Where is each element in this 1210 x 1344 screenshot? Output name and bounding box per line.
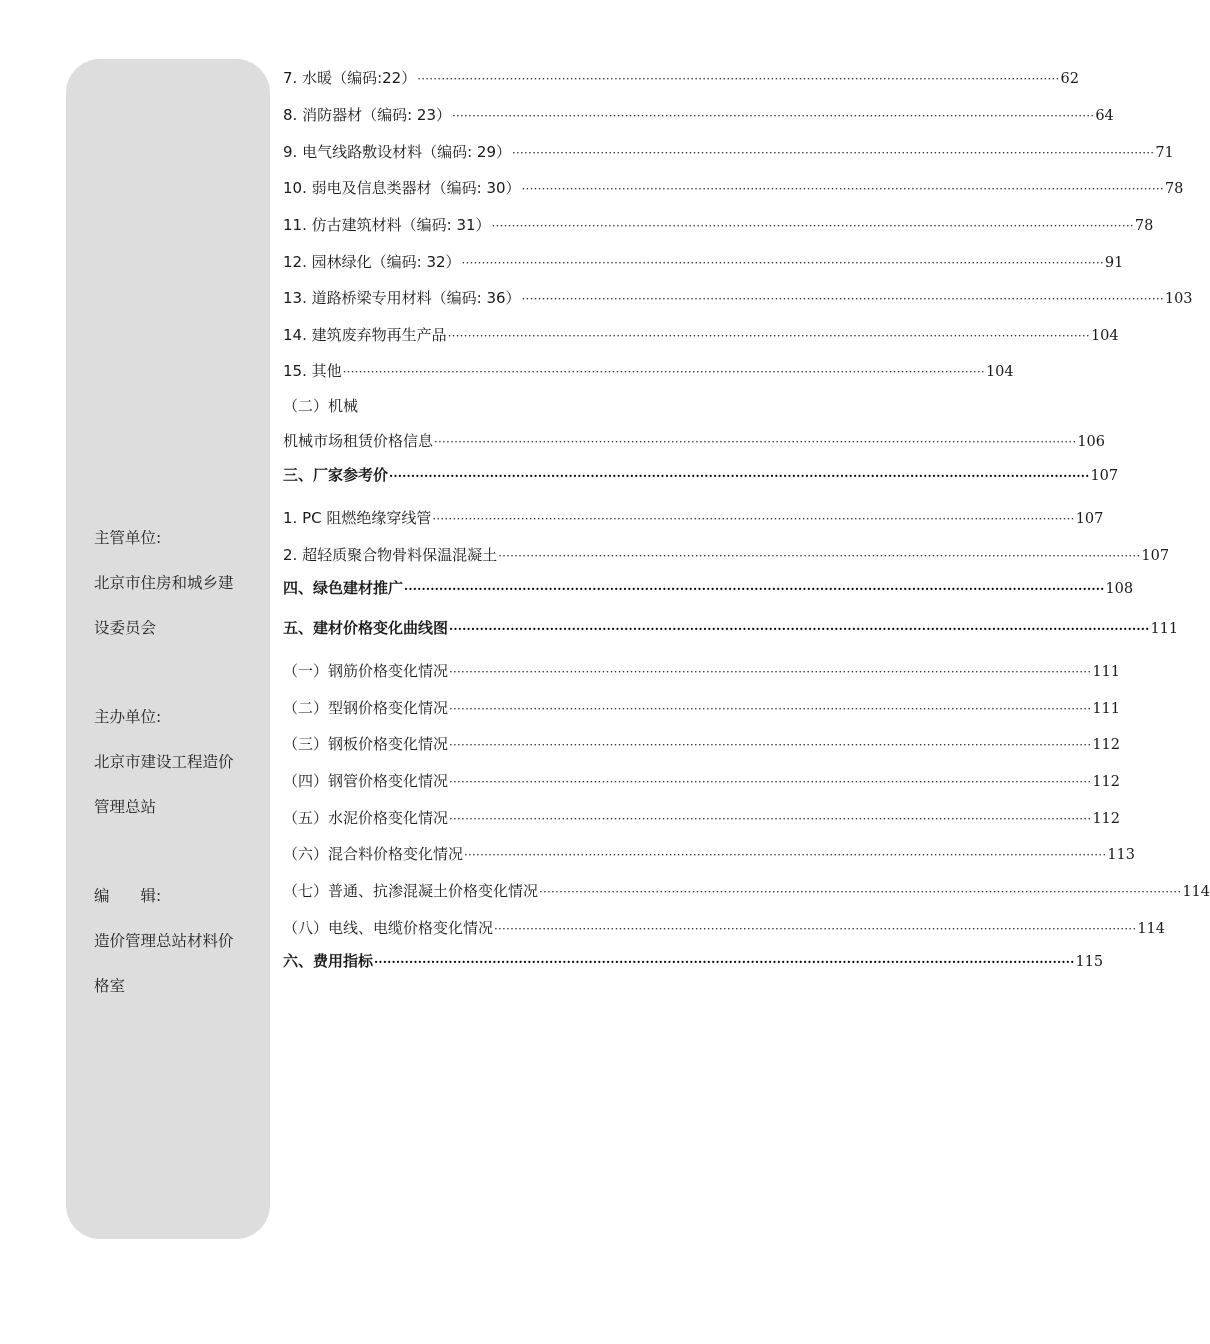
toc-page-number: 115 <box>1075 954 1104 970</box>
toc-entry-title: 7. 水暖（编码:22） <box>283 69 417 87</box>
toc-page-number: 107 <box>1141 548 1170 564</box>
toc-leader-dots: ································································································································································ <box>447 329 1090 343</box>
toc-leader-dots: ································································································································································ <box>452 109 1095 123</box>
toc-entry-section-6[interactable] <box>283 950 1104 972</box>
toc-page-number: 107 <box>1090 468 1119 484</box>
toc-entry-title: （一）钢筋价格变化情况 <box>283 662 449 680</box>
toc-leader-dots: ································································································································································ <box>374 955 1075 969</box>
toc-entry-title: 14. 建筑废弃物再生产品 <box>283 326 447 344</box>
toc-page-number: 114 <box>1137 921 1166 937</box>
toc-entry-machinery-rental[interactable] <box>283 430 1106 452</box>
toc-entry-title: 9. 电气线路敷设材料（编码: 29） <box>283 143 511 161</box>
toc-leader-dots: ································································································································································ <box>498 549 1141 563</box>
toc-entry-8[interactable] <box>283 104 1114 126</box>
toc-entry-15[interactable] <box>283 360 1014 382</box>
toc-leader-dots: ································································································································································ <box>449 738 1092 752</box>
toc-entry-3-1[interactable] <box>283 507 1104 529</box>
toc-entry-7[interactable] <box>283 67 1079 89</box>
organizer-label: 主办单位: <box>94 708 162 726</box>
editor-line2: 格室 <box>94 977 126 995</box>
toc-entry-5-2[interactable] <box>283 697 1121 719</box>
toc-entry-11[interactable] <box>283 214 1154 236</box>
organizer-line2: 管理总站 <box>94 798 157 816</box>
toc-page-number: 103 <box>1164 291 1193 307</box>
toc-entry-title: （六）混合料价格变化情况 <box>283 845 464 863</box>
toc-leader-dots: ································································································································································ <box>389 469 1090 483</box>
toc-entry-title: 四、绿色建材推广 <box>283 579 404 597</box>
toc-leader-dots: ································································································································································ <box>539 885 1182 899</box>
toc-entry-title: （四）钢管价格变化情况 <box>283 772 449 790</box>
toc-leader-dots: ································································································································································ <box>449 665 1092 679</box>
toc-leader-dots: ································································································································································ <box>449 775 1092 789</box>
toc-entry-title: 15. 其他 <box>283 362 342 380</box>
toc-page-number: 111 <box>1092 664 1121 680</box>
toc-page-number: 78 <box>1164 181 1184 197</box>
toc-page-number: 78 <box>1134 218 1154 234</box>
toc-page-number: 71 <box>1155 145 1174 161</box>
toc-entry-title: 8. 消防器材（编码: 23） <box>283 106 451 124</box>
toc-leader-dots: ································································································································································ <box>491 219 1134 233</box>
toc-leader-dots: ································································································································································ <box>521 182 1164 196</box>
toc-entry-section-3[interactable] <box>283 464 1119 486</box>
toc-entry-title: （二）型钢价格变化情况 <box>283 699 449 717</box>
toc-leader-dots: ································································································································································ <box>404 582 1105 596</box>
supervisor-line2: 设委员会 <box>94 619 157 637</box>
editor-label: 编 辑: <box>94 887 162 905</box>
toc-entry-14[interactable] <box>283 324 1119 346</box>
toc-entry-9[interactable] <box>283 141 1174 163</box>
toc-leader-dots: ································································································································································ <box>449 812 1092 826</box>
supervisor-label: 主管单位: <box>94 529 162 547</box>
toc-entry-5-1[interactable] <box>283 660 1121 682</box>
toc-entry-title: 五、建材价格变化曲线图 <box>283 619 449 637</box>
editor-line1: 造价管理总站材料价 <box>94 932 234 950</box>
toc-page-number: 104 <box>1090 328 1119 344</box>
toc-entry-3-2[interactable] <box>283 544 1170 566</box>
toc-entry-title: （二）机械 <box>283 397 359 415</box>
toc-entry-13[interactable] <box>283 287 1193 309</box>
toc-leader-dots: ································································································································································ <box>461 256 1104 270</box>
supervisor-block <box>94 527 264 639</box>
toc-entry-title: 三、厂家参考价 <box>283 466 389 484</box>
toc-page-number: 91 <box>1104 255 1124 271</box>
toc-entry-title: 1. PC 阻燃绝缘穿线管 <box>283 509 432 527</box>
toc-leader-dots: ································································································································································ <box>494 922 1137 936</box>
toc-page-number: 106 <box>1077 434 1106 450</box>
supervisor-line1: 北京市住房和城乡建 <box>94 574 234 592</box>
toc-entry-title: 11. 仿古建筑材料（编码: 31） <box>283 216 491 234</box>
toc-leader-dots: ································································································································································ <box>512 146 1155 160</box>
organizer-block <box>94 706 264 818</box>
toc-entry-section-5[interactable] <box>283 617 1179 639</box>
toc-entry-title: （七）普通、抗渗混凝土价格变化情况 <box>283 882 539 900</box>
toc-leader-dots: ································································································································································ <box>521 292 1164 306</box>
toc-page-number: 62 <box>1060 71 1079 87</box>
toc-page-number: 112 <box>1092 774 1121 790</box>
toc-leader-dots: ································································································································································ <box>417 72 1060 86</box>
toc-entry-section-4[interactable] <box>283 577 1134 599</box>
toc-page-number: 112 <box>1092 811 1121 827</box>
organizer-line1: 北京市建设工程造价 <box>94 753 234 771</box>
toc-entry-12[interactable] <box>283 251 1124 273</box>
toc-page-number: 114 <box>1182 884 1210 900</box>
toc-entry-title: 12. 园林绿化（编码: 32） <box>283 253 461 271</box>
sidebar-panel <box>66 59 270 1239</box>
toc-page-number: 64 <box>1095 108 1114 124</box>
editor-block <box>94 885 264 997</box>
toc-entry-5-3[interactable] <box>283 733 1121 755</box>
toc-page-number: 111 <box>1150 621 1179 637</box>
toc-leader-dots: ································································································································································ <box>449 622 1150 636</box>
toc-entry-10[interactable] <box>283 177 1184 199</box>
toc-page-number: 113 <box>1107 847 1136 863</box>
toc-page-number: 107 <box>1075 511 1104 527</box>
toc-entry-title: 六、费用指标 <box>283 952 374 970</box>
toc-leader-dots: ································································································································································ <box>432 512 1075 526</box>
toc-entry-5-6[interactable] <box>283 843 1136 865</box>
toc-entry-title: 13. 道路桥梁专用材料（编码: 36） <box>283 289 521 307</box>
toc-entry-5-4[interactable] <box>283 770 1121 792</box>
toc-entry-title: 10. 弱电及信息类器材（编码: 30） <box>283 179 521 197</box>
toc-entry-title: 2. 超轻质聚合物骨料保温混凝土 <box>283 546 498 564</box>
toc-entry-5-5[interactable] <box>283 807 1121 829</box>
toc-entry-title: （五）水泥价格变化情况 <box>283 809 449 827</box>
toc-entry-5-8[interactable] <box>283 917 1166 939</box>
toc-entry-title: （八）电线、电缆价格变化情况 <box>283 919 494 937</box>
toc-page-number: 104 <box>985 364 1014 380</box>
toc-page-number: 112 <box>1092 737 1121 753</box>
toc-page-number: 108 <box>1105 581 1134 597</box>
toc-entry-5-7[interactable] <box>283 880 1210 902</box>
toc-leader-dots: ································································································································································ <box>449 702 1092 716</box>
toc-entry-title: （三）钢板价格变化情况 <box>283 735 449 753</box>
toc-entry-title: 机械市场租赁价格信息 <box>283 432 434 450</box>
toc-leader-dots: ································································································································································ <box>464 848 1107 862</box>
toc-page-number: 111 <box>1092 701 1121 717</box>
toc-leader-dots: ································································································································································ <box>342 365 985 379</box>
toc-heading-machinery <box>283 395 358 417</box>
toc-leader-dots: ································································································································································ <box>434 435 1077 449</box>
